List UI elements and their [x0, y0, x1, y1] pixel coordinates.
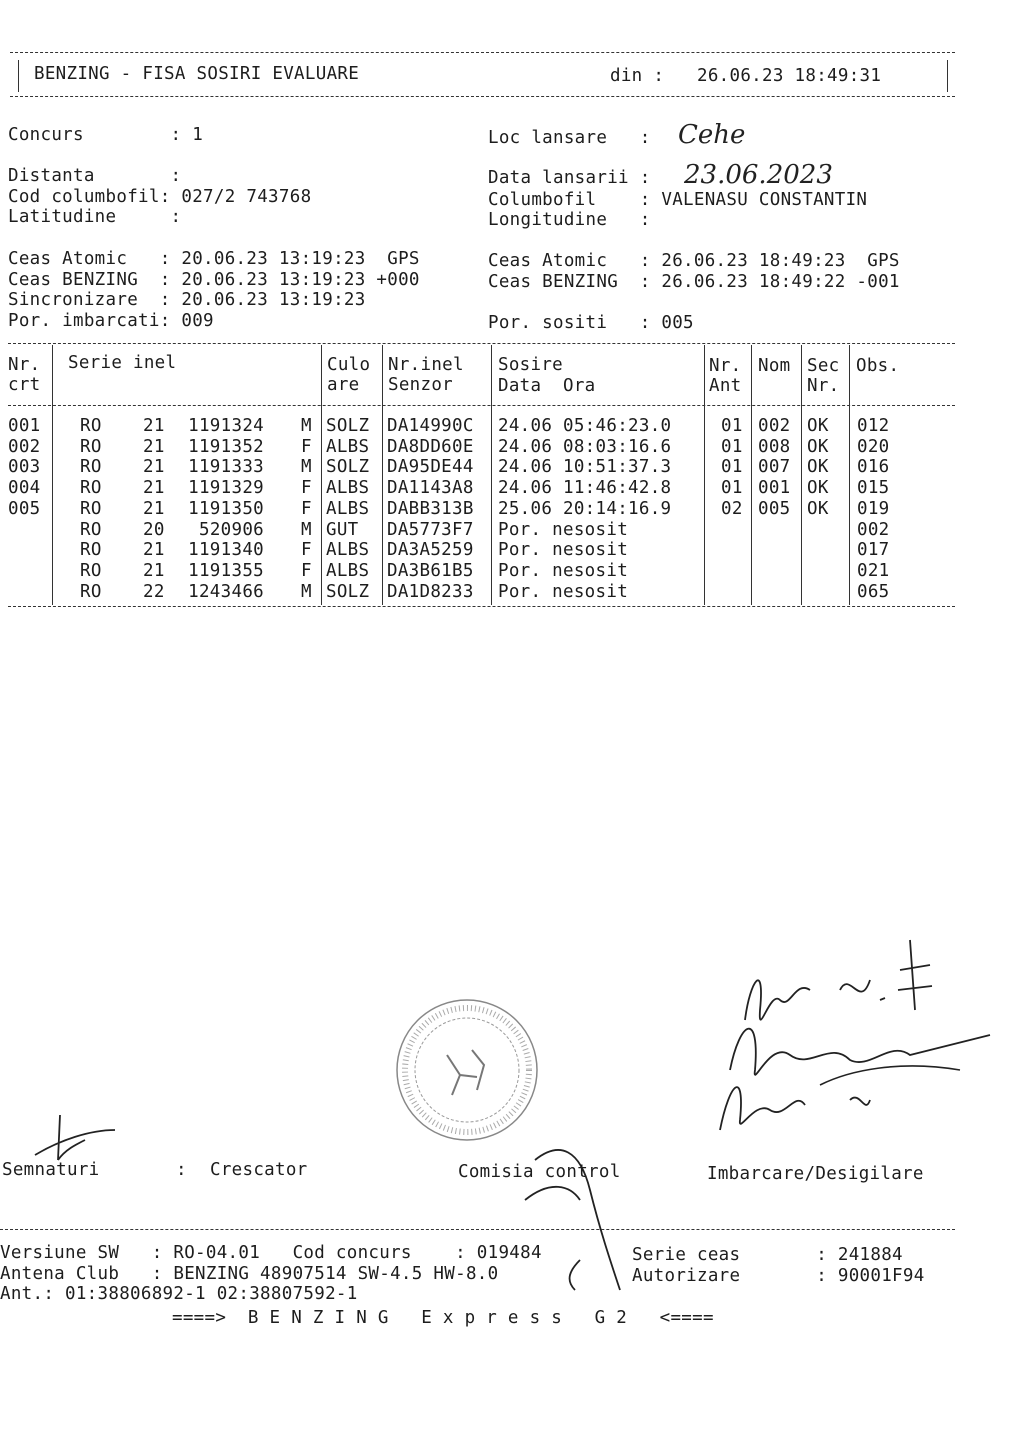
cell-country: RO	[80, 436, 102, 457]
col-divider	[849, 345, 850, 605]
table-top-rule	[8, 343, 955, 344]
semnaturi-colon: :	[176, 1160, 187, 1180]
cell-sec: OK	[807, 498, 829, 519]
columbofil-field: Columbofil : VALENASU CONSTANTIN	[488, 190, 868, 210]
cell-arrival: 24.06 10:51:37.3	[498, 457, 672, 478]
header-nr: Nr.	[8, 355, 41, 375]
ceas-atomic-start: Ceas Atomic : 20.06.23 13:19:23 GPS	[8, 249, 420, 269]
cell-color: ALBS	[326, 540, 370, 561]
loc-lansare-handwritten: Cehe	[678, 120, 746, 150]
cell-country: RO	[80, 457, 102, 478]
cell-sex: M	[301, 581, 312, 602]
cell-arrival: 24.06 05:46:23.0	[498, 416, 672, 436]
crescator-label: Crescator	[210, 1160, 308, 1180]
cell-ant: 01	[721, 457, 743, 478]
cell-nom: 007	[758, 457, 791, 478]
header-bottom-rule	[10, 96, 955, 97]
header-ant: Ant	[709, 376, 742, 396]
cell-sex: M	[301, 519, 312, 540]
header-right-border	[947, 60, 948, 92]
cell-ring: 1191352	[188, 436, 264, 457]
cell-country: RO	[80, 560, 102, 581]
cell-ring: 1191329	[188, 478, 264, 499]
header-data-ora: Data Ora	[498, 376, 596, 396]
cell-arrival: Por. nesosit	[498, 540, 629, 561]
header-serie-inel: Serie inel	[68, 353, 177, 373]
cell-obs: 002	[857, 519, 890, 540]
versiune-sw-line: Versiune SW : RO-04.01 Cod concurs : 019484	[0, 1243, 542, 1263]
cell-year: 21	[143, 498, 165, 519]
date-value: 26.06.23 18:49:31	[697, 66, 882, 86]
club-stamp-icon	[392, 995, 542, 1145]
cell-ant: 01	[721, 436, 743, 457]
cell-year: 21	[143, 478, 165, 499]
cell-sensor: DA1143A8	[387, 478, 474, 499]
cell-country: RO	[80, 540, 102, 561]
cell-year: 22	[143, 581, 165, 602]
header-nom: Nom	[758, 356, 791, 376]
cell-nr: 001	[8, 416, 41, 436]
data-lansarii-handwritten: 23.06.2023	[684, 160, 833, 190]
header-are: are	[327, 375, 360, 395]
col-divider	[321, 345, 322, 605]
col-divider	[751, 345, 752, 605]
signature-text-1	[735, 975, 828, 1000]
header-sec: Sec	[807, 356, 840, 376]
cell-sec: OK	[807, 436, 829, 457]
header-senzor: Senzor	[388, 375, 454, 395]
cell-arrival: Por. nesosit	[498, 560, 629, 581]
ceas-atomic-end: Ceas Atomic : 26.06.23 18:49:23 GPS	[488, 251, 900, 271]
header-nr-inel: Nr.inel	[388, 355, 464, 375]
header-left-border	[18, 60, 19, 92]
cell-sensor: DA3A5259	[387, 540, 474, 561]
cell-sensor: DA8DD60E	[387, 436, 474, 457]
cell-sensor: DA5773F7	[387, 519, 474, 540]
distanta-field: Distanta :	[8, 166, 182, 186]
cell-sex: M	[301, 457, 312, 478]
cell-sensor: DABB313B	[387, 498, 474, 519]
cell-ant: 02	[721, 498, 743, 519]
cell-obs: 065	[857, 581, 890, 602]
cell-sex: F	[301, 560, 312, 581]
col-divider	[52, 345, 53, 605]
antena-club-line: Antena Club : BENZING 48907514 SW-4.5 HW-8.0	[0, 1264, 499, 1284]
cell-ant: 01	[721, 478, 743, 499]
serie-ceas-line: Serie ceas : 241884	[632, 1245, 903, 1265]
cell-nr: 005	[8, 498, 41, 519]
cell-year: 21	[143, 560, 165, 581]
sincronizare: Sincronizare : 20.06.23 13:19:23	[8, 290, 366, 310]
cell-nr: 004	[8, 478, 41, 499]
cell-ant: 01	[721, 416, 743, 436]
cell-obs: 012	[857, 416, 890, 436]
cell-nom: 008	[758, 436, 791, 457]
cell-color: ALBS	[326, 498, 370, 519]
imbarcare-label: Imbarcare/Desigilare	[707, 1164, 924, 1184]
porumbei-imbarcati: Por. imbarcati: 009	[8, 311, 214, 331]
col-divider	[704, 345, 705, 605]
cell-obs: 015	[857, 478, 890, 499]
cell-sensor: DA1D8233	[387, 581, 474, 602]
longitudine-field: Longitudine :	[488, 210, 651, 230]
cell-sec: OK	[807, 416, 829, 436]
autorizare-line: Autorizare : 90001F94	[632, 1266, 925, 1286]
cell-arrival: Por. nesosit	[498, 519, 629, 540]
cell-year: 20	[143, 519, 165, 540]
col-divider	[491, 345, 492, 605]
cell-year: 21	[143, 540, 165, 561]
col-divider	[382, 345, 383, 605]
cell-obs: 016	[857, 457, 890, 478]
cell-nr: 002	[8, 436, 41, 457]
cell-year: 21	[143, 416, 165, 436]
cell-year: 21	[143, 457, 165, 478]
ceas-benzing-start: Ceas BENZING : 20.06.23 13:19:23 +000	[8, 270, 420, 290]
cell-sec: OK	[807, 457, 829, 478]
antenna-line: Ant.: 01:38806892-1 02:38807592-1	[0, 1284, 358, 1304]
cell-obs: 020	[857, 436, 890, 457]
ceas-benzing-end: Ceas BENZING : 26.06.23 18:49:22 -001	[488, 272, 900, 292]
col-divider	[801, 345, 802, 605]
cell-obs: 017	[857, 540, 890, 561]
cell-sex: F	[301, 540, 312, 561]
table-bottom-rule	[8, 606, 955, 607]
cell-color: SOLZ	[326, 416, 370, 436]
cell-ring: 1191333	[188, 457, 264, 478]
header-culo: Culo	[327, 355, 371, 375]
cell-country: RO	[80, 498, 102, 519]
cell-ring: 1243466	[188, 581, 264, 602]
benzing-express-banner: ====> B E N Z I N G E x p r e s s G 2 <====	[172, 1308, 714, 1328]
cell-obs: 021	[857, 560, 890, 581]
cell-ring: 1191350	[188, 498, 264, 519]
cell-sex: F	[301, 498, 312, 519]
header-obs: Obs.	[856, 356, 900, 376]
date-label: din :	[610, 66, 665, 86]
cell-color: ALBS	[326, 560, 370, 581]
cell-color: ALBS	[326, 478, 370, 499]
cell-arrival: 24.06 11:46:42.8	[498, 478, 672, 499]
footer-rule	[0, 1229, 955, 1230]
signature-text-3	[715, 1095, 797, 1120]
latitudine-field: Latitudine :	[8, 207, 182, 227]
cell-sensor: DA3B61B5	[387, 560, 474, 581]
cell-color: SOLZ	[326, 581, 370, 602]
cell-nr: 003	[8, 457, 41, 478]
cell-sex: F	[301, 478, 312, 499]
header-sec-nr: Nr.	[807, 376, 840, 396]
cell-nom: 001	[758, 478, 791, 499]
cell-country: RO	[80, 416, 102, 436]
cell-ring: 1191324	[188, 416, 264, 436]
cell-country: RO	[80, 581, 102, 602]
cell-nom: 002	[758, 416, 791, 436]
data-lansarii-field: Data lansarii :	[488, 168, 651, 188]
cell-color: ALBS	[326, 436, 370, 457]
page-title: BENZING - FISA SOSIRI EVALUARE	[34, 64, 360, 84]
comisia-control-label: Comisia control	[458, 1162, 621, 1182]
header-nr-ant: Nr.	[709, 356, 742, 376]
signature-text-2	[735, 1035, 864, 1060]
cell-ring: 520906	[198, 519, 264, 540]
cell-arrival: 25.06 20:14:16.9	[498, 498, 672, 519]
cell-sex: F	[301, 436, 312, 457]
cell-ring: 1191355	[188, 560, 264, 581]
header-top-rule	[10, 52, 955, 53]
concurs-field: Concurs : 1	[8, 125, 204, 145]
cell-sensor: DA14990C	[387, 416, 474, 436]
cell-country: RO	[80, 519, 102, 540]
cell-sex: M	[301, 416, 312, 436]
cell-nom: 005	[758, 498, 791, 519]
header-sosire: Sosire	[498, 355, 564, 375]
porumbei-sositi: Por. sositi : 005	[488, 313, 694, 333]
cell-color: SOLZ	[326, 457, 370, 478]
cell-ring: 1191340	[188, 540, 264, 561]
semnaturi-label: Semnaturi	[2, 1160, 100, 1180]
cell-year: 21	[143, 436, 165, 457]
table-header-rule	[8, 405, 955, 406]
cell-obs: 019	[857, 498, 890, 519]
header-crt: crt	[8, 375, 41, 395]
cell-sec: OK	[807, 478, 829, 499]
cell-color: GUT	[326, 519, 359, 540]
cell-sensor: DA95DE44	[387, 457, 474, 478]
cell-country: RO	[80, 478, 102, 499]
cell-arrival: Por. nesosit	[498, 581, 629, 602]
loc-lansare-field: Loc lansare :	[488, 128, 651, 148]
cell-arrival: 24.06 08:03:16.6	[498, 436, 672, 457]
cod-columbofil-field: Cod columbofil: 027/2 743768	[8, 187, 312, 207]
